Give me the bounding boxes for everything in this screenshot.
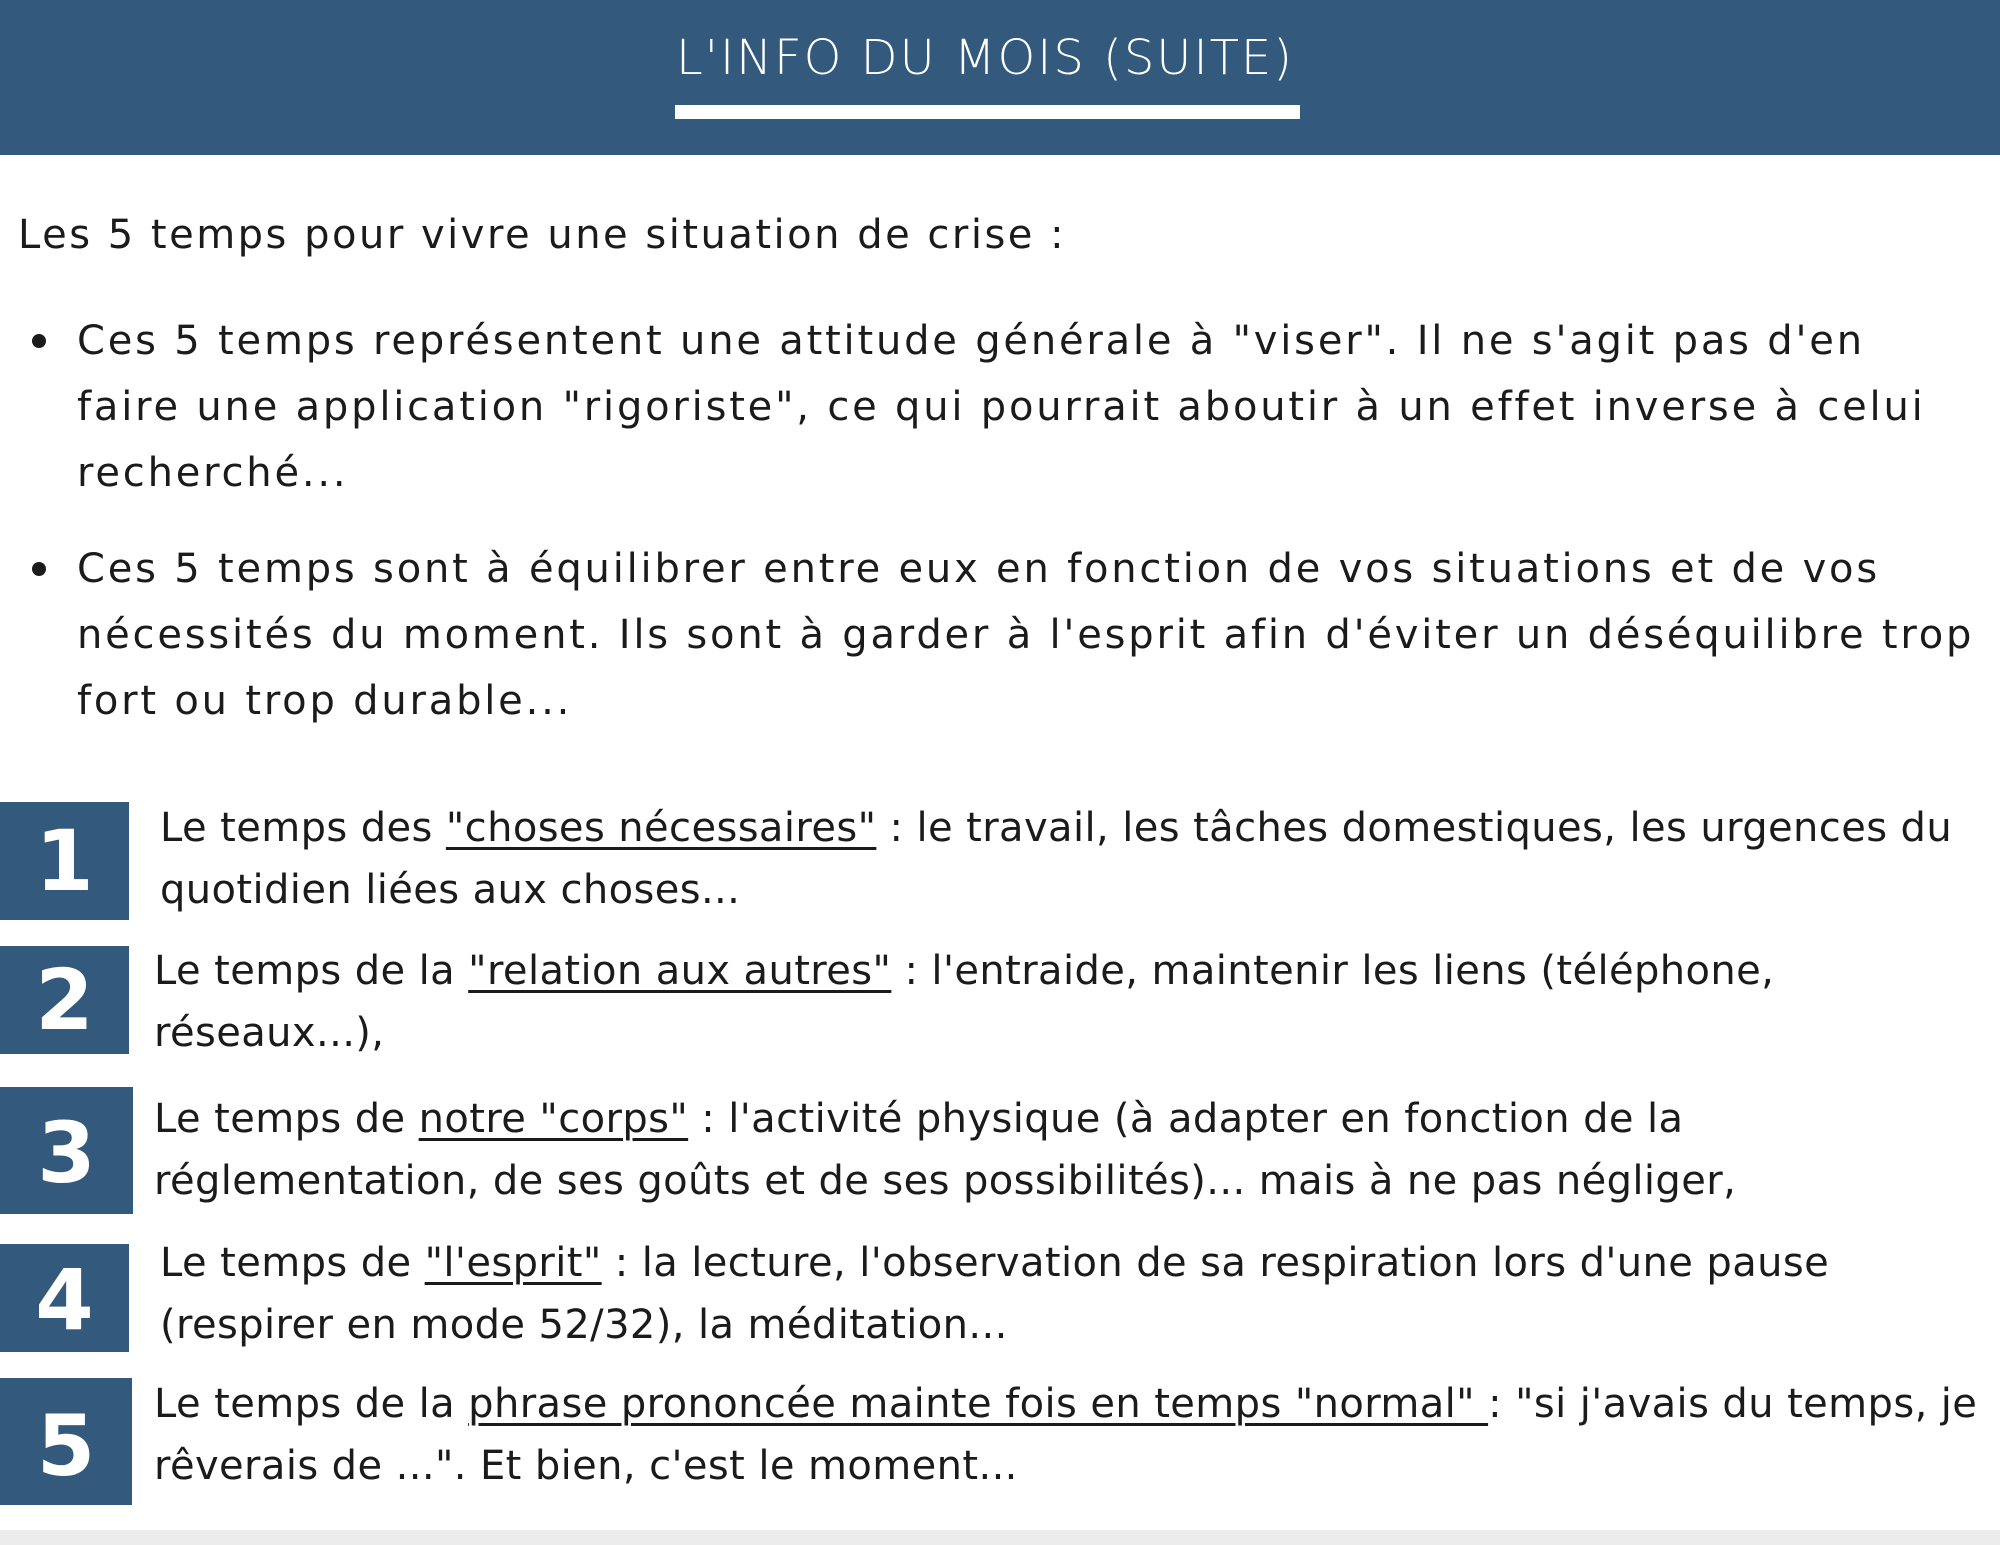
item-text [160,1232,2000,1356]
bullet-item [30,308,1980,506]
bullet-text: Ces 5 temps représentent une attitude générale à "viser". Il ne s'agit pas d'en faire une application "rigoriste", ce qui pourrait aboutir à un effet inverse à celui recherché... [77,318,1926,496]
item-description: : "si j'avais du temps, je rêverais de ...". Et bien, c'est le moment... [154,1381,1978,1489]
item-emphasis: notre "corps" [418,1096,689,1142]
item-prefix: Le temps de [154,1096,419,1142]
header-banner [0,0,2000,155]
title-underline [675,105,1300,119]
item-number-badge: 2 [0,946,129,1054]
item-prefix: Le temps de la [154,948,469,994]
bullet-dot-icon [32,334,46,348]
item-text [154,940,2000,1064]
item-text [160,797,2000,921]
item-description: : la lecture, l'observation de sa respiration lors d'une pause (respirer en mode 52/32), la méditation... [160,1240,1830,1348]
item-text [154,1373,2000,1497]
bullet-dot-icon [32,562,46,576]
item-number-badge: 5 [0,1378,132,1505]
bullet-text: Ces 5 temps sont à équilibrer entre eux en fonction de vos situations et de vos nécessités du moment. Ils sont à garder à l'esprit afin d'éviter un déséquilibre trop fort ou trop durable... [77,546,1975,724]
item-description: : le travail, les tâches domestiques, les urgences du quotidien liées aux choses... [160,805,1953,913]
item-emphasis: "l'esprit" [424,1240,602,1286]
item-description: : l'entraide, maintenir les liens (téléphone, réseaux...), [154,948,1775,1056]
item-number-badge: 4 [0,1244,129,1352]
item-number-badge: 1 [0,802,129,920]
bullet-item [30,536,1980,734]
intro-text: Les 5 temps pour vivre une situation de crise : [18,212,1067,258]
item-description: : l'activité physique (à adapter en fonction de la réglementation, de ses goûts et de ses possibilités)... mais à ne pas négliger, [154,1096,1737,1204]
item-emphasis: "choses nécessaires" [445,805,877,851]
item-prefix: Le temps de la [154,1381,469,1427]
page-title: L'INFO DU MOIS (SUITE) [676,30,1294,86]
item-emphasis: phrase prononcée mainte fois en temps "normal" [468,1381,1489,1427]
item-prefix: Le temps de [160,1240,425,1286]
item-emphasis: "relation aux autres" [468,948,892,994]
item-number-badge: 3 [0,1087,133,1214]
item-prefix: Le temps des [160,805,446,851]
item-text [154,1088,2000,1212]
